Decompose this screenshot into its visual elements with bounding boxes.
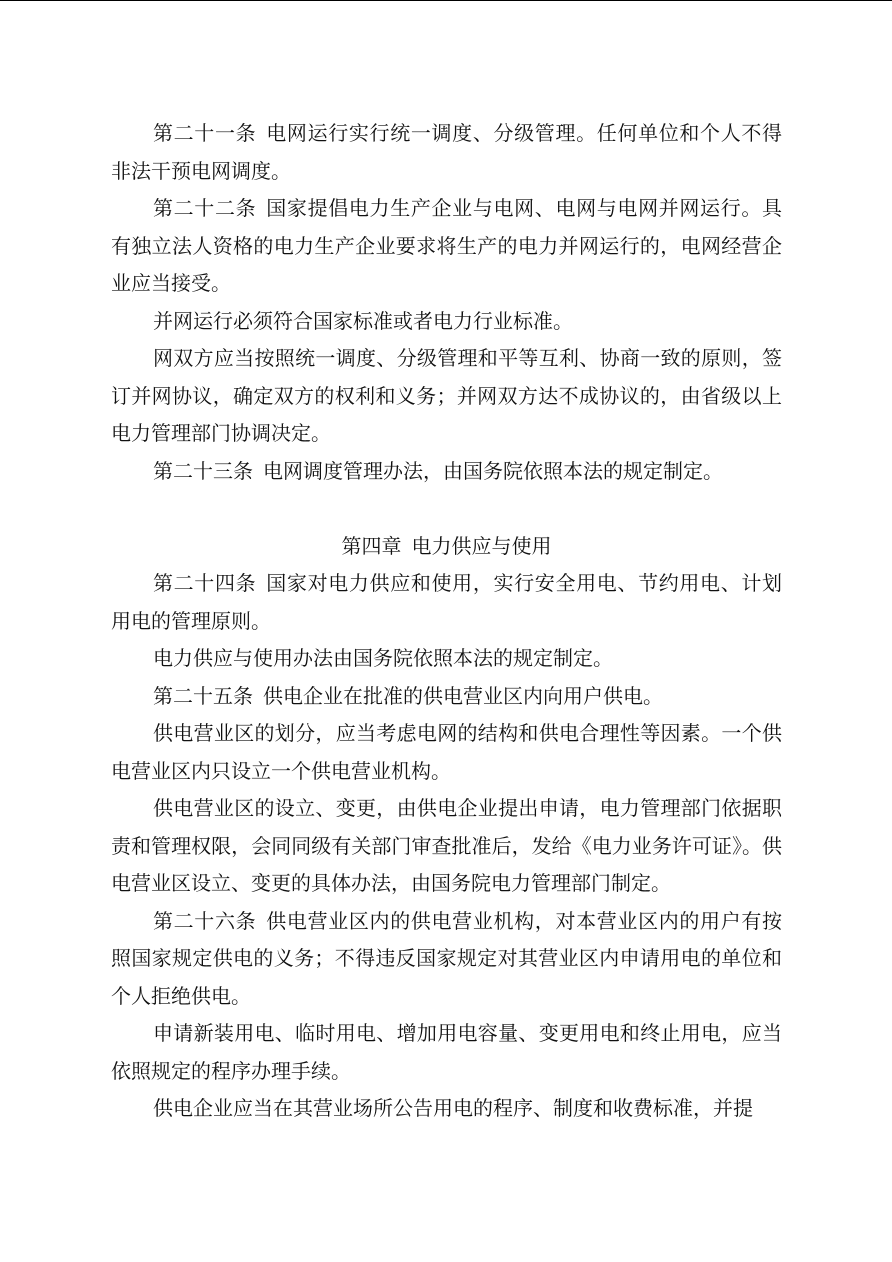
chapter-title: 电力供应与使用 [411,533,552,558]
paragraph-article-26 [111,903,782,1016]
paragraph-text: 电网调度管理办法，由国务院依照本法的规定制定。 [263,458,723,483]
paragraph-text: 申请新装用电、临时用电、增加用电容量、变更用电和终止用电，应当依照规定的程序办理手续。 [111,1021,782,1083]
paragraph-text: 国家提倡电力生产企业与电网、电网与电网并网运行。具有独立法人资格的电力生产企业要求将生产的电力并网运行的，电网经营企业应当接受。 [111,196,783,295]
paragraph-supply-rules [111,640,782,678]
paragraph-article-21 [111,115,782,190]
article-number: 第二十六条 [153,908,257,933]
chapter-heading [111,528,782,566]
document-body [111,115,782,1128]
article-number: 第二十二条 [153,196,257,220]
paragraph-text: 电力供应与使用办法由国务院依照本法的规定制定。 [153,646,613,670]
paragraph-article-24 [111,565,782,640]
paragraph-text: 供电营业区内的供电营业机构，对本营业区内的用户有按照国家规定供电的义务；不得违反国家规定对其营业区内申请用电的单位和个人拒绝供电。 [111,908,783,1008]
paragraph-text: 供电营业区的设立、变更，由供电企业提出申请，电力管理部门依据职责和管理权限，会同同级有关部门审查批准后，发给《电力业务许可证》。供电营业区设立、变更的具体办法，由国务院电力管理部门制定。 [111,796,782,895]
article-number: 第二十一条 [153,121,257,145]
article-number: 第二十五条 [153,683,253,708]
paragraph-text: 网双方应当按照统一调度、分级管理和平等互利、协商一致的原则，签订并网协议，确定双方的权利和义务；并网双方达不成协议的，由省级以上电力管理部门协调决定。 [111,346,782,445]
paragraph-grid-standard [111,303,782,341]
paragraph-text: 并网运行必须符合国家标准或者电力行业标准。 [153,308,573,333]
chapter-number: 第四章 [341,533,402,558]
paragraph-application-procedure [111,1015,782,1090]
paragraph-text: 供电企业应当在其营业场所公告用电的程序、制度和收费标准，并提 [153,1096,753,1120]
paragraph-service-area-setup [111,790,782,903]
paragraph-text: 国家对电力供应和使用，实行安全用电、节约用电、计划用电的管理原则。 [111,571,783,633]
paragraph-text: 供电营业区的划分，应当考虑电网的结构和供电合理性等因素。一个供电营业区内只设立一个供电营业机构。 [111,721,782,783]
article-number: 第二十三条 [153,458,253,483]
paragraph-grid-agreement [111,340,782,453]
paragraph-text: 供电企业在批准的供电营业区内向用户供电。 [263,683,663,708]
paragraph-article-22 [111,190,782,303]
paragraph-article-25 [111,678,782,716]
paragraph-article-23 [111,453,782,491]
blank-line [111,490,782,528]
article-number: 第二十四条 [153,571,257,595]
paragraph-public-notice [111,1090,782,1128]
paragraph-text: 电网运行实行统一调度、分级管理。任何单位和个人不得非法干预电网调度。 [111,121,783,183]
paragraph-service-area-division [111,715,782,790]
